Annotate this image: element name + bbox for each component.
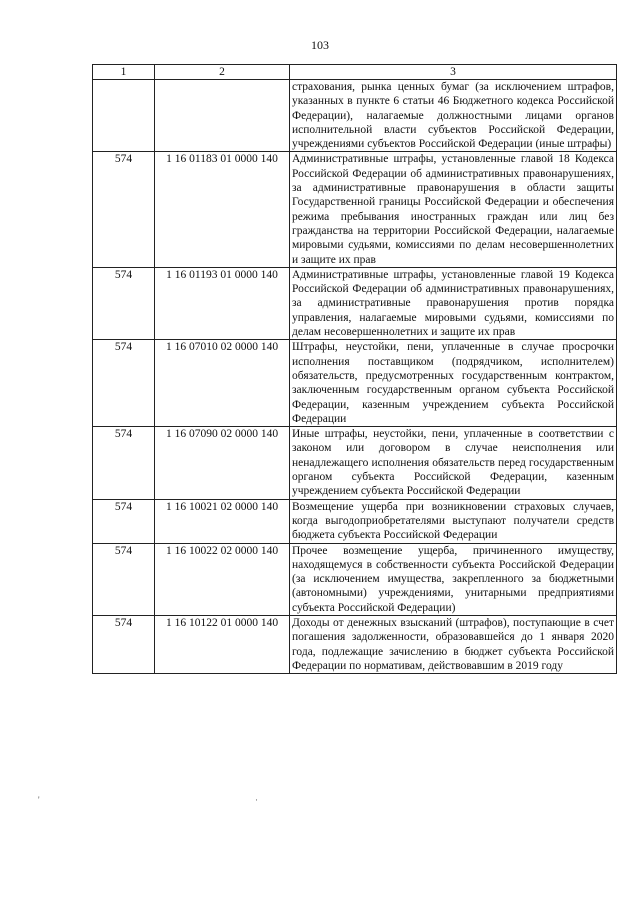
- admin-code-cell: [93, 80, 155, 152]
- revenue-name-cell: Возмещение ущерба при возникновении страховых случаев, когда выгодоприобретателями выступают получатели средств бюджета субъекта Российской Федерации: [290, 499, 617, 543]
- kbk-cell: 1 16 10021 02 0000 140: [155, 499, 290, 543]
- revenue-name-cell: Административные штрафы, установленные главой 18 Кодекса Российской Федерации об административных правонарушениях, за административные правонарушения в области защиты Государственной границы Российской Федерации и обеспечения режима пребывания иностранных граждан или лиц без гражданства на территории Российской Федерации, налагаемые мировыми судьями, комиссиями по делам несовершеннолетних и защите их прав: [290, 152, 617, 267]
- admin-code-cell: 574: [93, 152, 155, 267]
- table-header-row: [93, 65, 617, 80]
- admin-code-cell: 574: [93, 427, 155, 499]
- revenue-name-cell: страхования, рынка ценных бумаг (за исключением штрафов, указанных в пункте 6 статьи 46 Бюджетного кодекса Российской Федерации), налагаемые должностными лицами органов исполнительной власти субъектов Российской Федерации, учреждениями субъектов Российской Федерации (иные штрафы): [290, 80, 617, 152]
- admin-code-cell: 574: [93, 543, 155, 615]
- revenue-name-cell: Штрафы, неустойки, пени, уплаченные в случае просрочки исполнения поставщиком (подрядчиком, исполнителем) обязательств, предусмотренных государственным контрактом, заключенным государственным органом субъекта Российской Федерации, казенным учреждением субъекта Российской Федерации: [290, 340, 617, 427]
- budget-revenue-table: [92, 64, 617, 674]
- kbk-cell: 1 16 07010 02 0000 140: [155, 340, 290, 427]
- scan-mark: ': [38, 795, 40, 805]
- kbk-cell: 1 16 10022 02 0000 140: [155, 543, 290, 615]
- table-row: [93, 267, 617, 339]
- kbk-cell: [155, 80, 290, 152]
- table-row: [93, 152, 617, 267]
- table-row: [93, 615, 617, 673]
- revenue-name-cell: Иные штрафы, неустойки, пени, уплаченные в соответствии с законом или договором в случае неисполнения или ненадлежащего исполнения обязательств перед государственным органом субъекта Российской Федерации, казенным учреждением субъекта Российской Федерации: [290, 427, 617, 499]
- table-row: [93, 499, 617, 543]
- admin-code-cell: 574: [93, 340, 155, 427]
- page-number: 103: [311, 38, 329, 52]
- admin-code-cell: 574: [93, 267, 155, 339]
- revenue-name-cell: Доходы от денежных взысканий (штрафов), поступающие в счет погашения задолженности, образовавшейся до 1 января 2020 года, подлежащие зачислению в бюджет субъекта Российской Федерации по нормативам, действовавшим в 2019 году: [290, 615, 617, 673]
- table-row: [93, 80, 617, 152]
- column-header-admin-code: 1: [93, 65, 155, 80]
- admin-code-cell: 574: [93, 499, 155, 543]
- column-header-kbk: 2: [155, 65, 290, 80]
- scan-mark: ·: [255, 795, 258, 805]
- table-row: [93, 340, 617, 427]
- kbk-cell: 1 16 10122 01 0000 140: [155, 615, 290, 673]
- admin-code-cell: 574: [93, 615, 155, 673]
- kbk-cell: 1 16 07090 02 0000 140: [155, 427, 290, 499]
- kbk-cell: 1 16 01183 01 0000 140: [155, 152, 290, 267]
- kbk-cell: 1 16 01193 01 0000 140: [155, 267, 290, 339]
- table-row: [93, 543, 617, 615]
- revenue-name-cell: Прочее возмещение ущерба, причиненного имуществу, находящемуся в собственности субъекта Российской Федерации (за исключением имущества, закрепленного за бюджетными (автономными) учреждениями, унитарными предприятиями субъекта Российской Федерации): [290, 543, 617, 615]
- table-row: [93, 427, 617, 499]
- revenue-name-cell: Административные штрафы, установленные главой 19 Кодекса Российской Федерации об административных правонарушениях, за административные правонарушения против порядка управления, налагаемые мировыми судьями, комиссиями по делам несовершеннолетних и защите их прав: [290, 267, 617, 339]
- column-header-name: 3: [290, 65, 617, 80]
